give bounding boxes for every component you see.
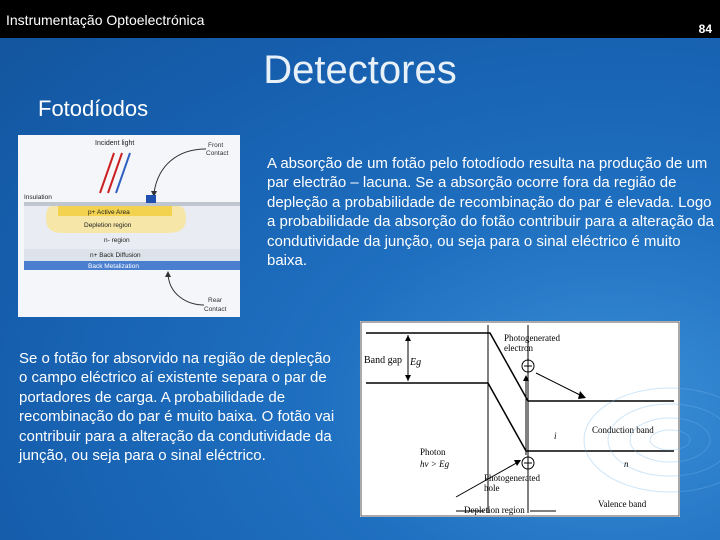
band-diagram-figure: [360, 321, 680, 517]
slide-subtitle: Fotodíodos: [38, 96, 149, 121]
band-gap-symbol: Eg: [410, 357, 422, 368]
header-bar: [0, 0, 720, 38]
paragraph-absorption-depletion: Se o fotão for absorvido na região de depleção o campo eléctrico aí existente separa o par de portadores de carga. A probabilidade de recombinação do par é muito baixa. O fotão vai contribuir para a alteração da condutividade da junção, ou seja para o sinal eléctrico.: [19, 350, 335, 465]
paragraph-absorption-outside: A absorção de um fotão pelo fotodíodo resulta na produção de um par electrão – lacuna. Se a absorção ocorre fora da região de depleção a probabilidade de recombinação do par é elevada. Logo a probabilidade da absorção do fotão contribuir para a alteração da condutividade da junção, ou seja para o sinal eléctrico é muito baixa.: [267, 155, 714, 270]
front-contact-arrow: [154, 149, 206, 193]
band-gap-label: Band gap: [364, 355, 403, 366]
photodiode-structure-figure: [18, 135, 240, 317]
depletion-region-label: Depletion region: [84, 222, 132, 229]
active-area-label: p+ Active Area: [88, 209, 130, 216]
conduction-band-label: Conduction band: [592, 425, 654, 435]
photogenerated-electron-label-1: Photogenerated: [504, 333, 560, 343]
insulation-layer: [24, 202, 240, 206]
front-contact-pad: [146, 195, 156, 203]
valence-band-line: [366, 383, 674, 451]
rear-contact-label-1: Rear: [208, 297, 223, 304]
light-ray-3: [116, 153, 130, 193]
front-contact-label-1: Front: [208, 142, 224, 149]
intrinsic-label: i: [554, 431, 557, 441]
depletion-region-label: Depletion region: [464, 505, 525, 515]
photogenerated-electron-label-2: electron: [504, 343, 533, 353]
n-label: n: [624, 459, 629, 469]
back-diffusion-label: n+ Back Diffusion: [90, 252, 141, 259]
rear-contact-label-2: Contact: [204, 306, 227, 313]
slide-title: Detectores: [263, 48, 457, 92]
front-contact-label-2: Contact: [206, 150, 229, 157]
light-ray-2: [108, 153, 122, 193]
course-title: Instrumentação Optoelectrónica: [6, 12, 205, 28]
rear-contact-arrow: [168, 272, 204, 305]
n-region-label: n- region: [104, 237, 130, 244]
valence-band-label: Valence band: [598, 499, 647, 509]
photon-label-2: hν > Eg: [420, 459, 450, 469]
photogenerated-hole-label-2: hole: [484, 483, 500, 493]
insulation-label: Insulation: [24, 194, 52, 201]
photogenerated-hole-label-1: Photogenerated: [484, 473, 540, 483]
back-metalization-label: Back Metalization: [88, 263, 139, 270]
incident-light-label: Incident light: [95, 140, 135, 147]
photon-label-1: Photon: [420, 447, 446, 457]
page-number: 84: [698, 22, 712, 36]
light-ray-1: [100, 153, 114, 193]
